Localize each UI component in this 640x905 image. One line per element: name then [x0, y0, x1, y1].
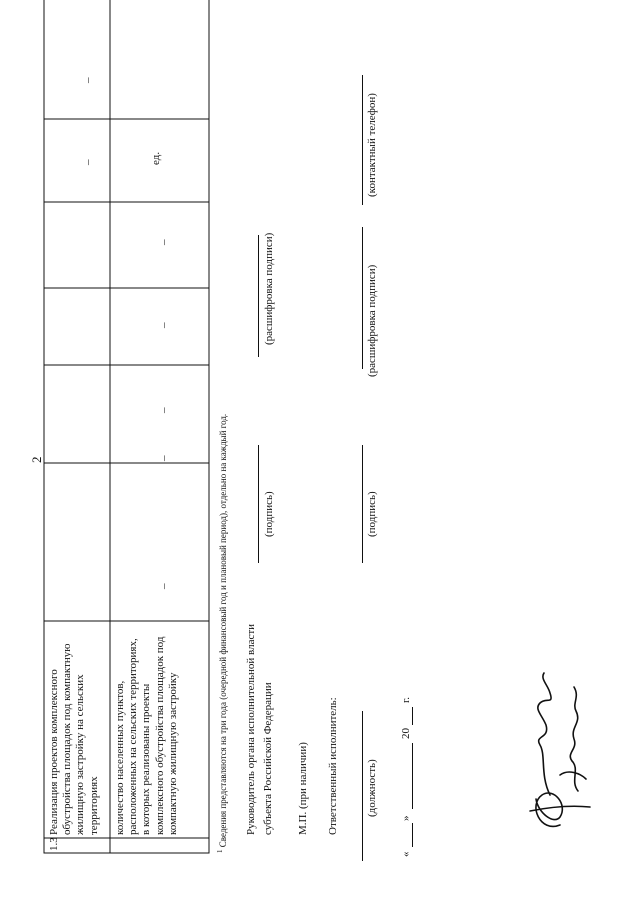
row2-cell-dash: – [158, 322, 170, 328]
row2-cell-dash: – [158, 583, 170, 589]
date-year-prefix: 20 [400, 728, 412, 739]
executor-phone-label: (контактный телефон) [366, 93, 378, 197]
row1-cell-dash: – [82, 159, 94, 165]
date-year-line [412, 707, 413, 725]
executor-decoding-label: (расшифровка подписи) [366, 264, 378, 377]
head-decoding-line [258, 235, 259, 357]
date-month-line [412, 743, 413, 809]
row1-text-line: жилищную застройку на сельских [74, 674, 87, 835]
row1-text [48, 643, 101, 835]
footnote-text: Сведения представляются на три года (очередной финансовый год и плановый период), отдельно на каждый год. [218, 413, 228, 848]
date-open-quote: « [400, 851, 412, 857]
executor-signature-line [362, 445, 363, 563]
handwritten-signature [520, 665, 620, 835]
row2-cell-dash: – [158, 407, 170, 413]
row2-text-line: в которых реализованы проекты [140, 683, 153, 835]
stamp-label: М.П. (при наличии) [297, 742, 309, 835]
head-signature-line [258, 445, 259, 563]
executor-position-label: (должность) [366, 759, 378, 817]
row2-text-line: комплексного обустройства площадок под [153, 636, 166, 835]
row2-cell-dash: – [158, 455, 170, 461]
head-title-line2: субъекта Российской Федерации [262, 682, 274, 835]
row2-cell-dash: – [158, 239, 170, 245]
executor-signature-label: (подпись) [366, 491, 378, 537]
row2-text [114, 637, 180, 835]
row2-unit: ед. [150, 151, 162, 165]
row1-number: 1.3 [48, 837, 60, 851]
executor-label: Ответственный исполнитель: [327, 697, 339, 835]
row1-text-line: Реализация проектов комплексного [48, 669, 60, 835]
row1-text-line: территориях [87, 776, 100, 835]
executor-phone-line [362, 75, 363, 205]
footnote [215, 414, 229, 853]
row2-text-line: расположенных на сельских территориях, [127, 638, 140, 835]
row2-text-line: компактную жилищную застройку [166, 672, 179, 835]
row1-cell-dash: – [82, 77, 94, 83]
date-day-line [412, 823, 413, 847]
head-title-line1: Руководитель органа исполнительной власти [245, 623, 257, 835]
executor-decoding-line [362, 227, 363, 369]
footnote-mark: 1 [216, 849, 224, 853]
row2-text-line: количество населенных пунктов, [114, 680, 126, 835]
head-signature-label: (подпись) [263, 491, 275, 537]
page-number: 2 [29, 456, 44, 463]
date-year-suffix: г. [400, 696, 412, 703]
head-decoding-label: (расшифровка подписи) [263, 232, 275, 345]
row1-text-line: обустройства площадок под компактную [61, 643, 74, 835]
executor-position-line [362, 711, 363, 861]
date-close-quote: » [400, 815, 412, 821]
